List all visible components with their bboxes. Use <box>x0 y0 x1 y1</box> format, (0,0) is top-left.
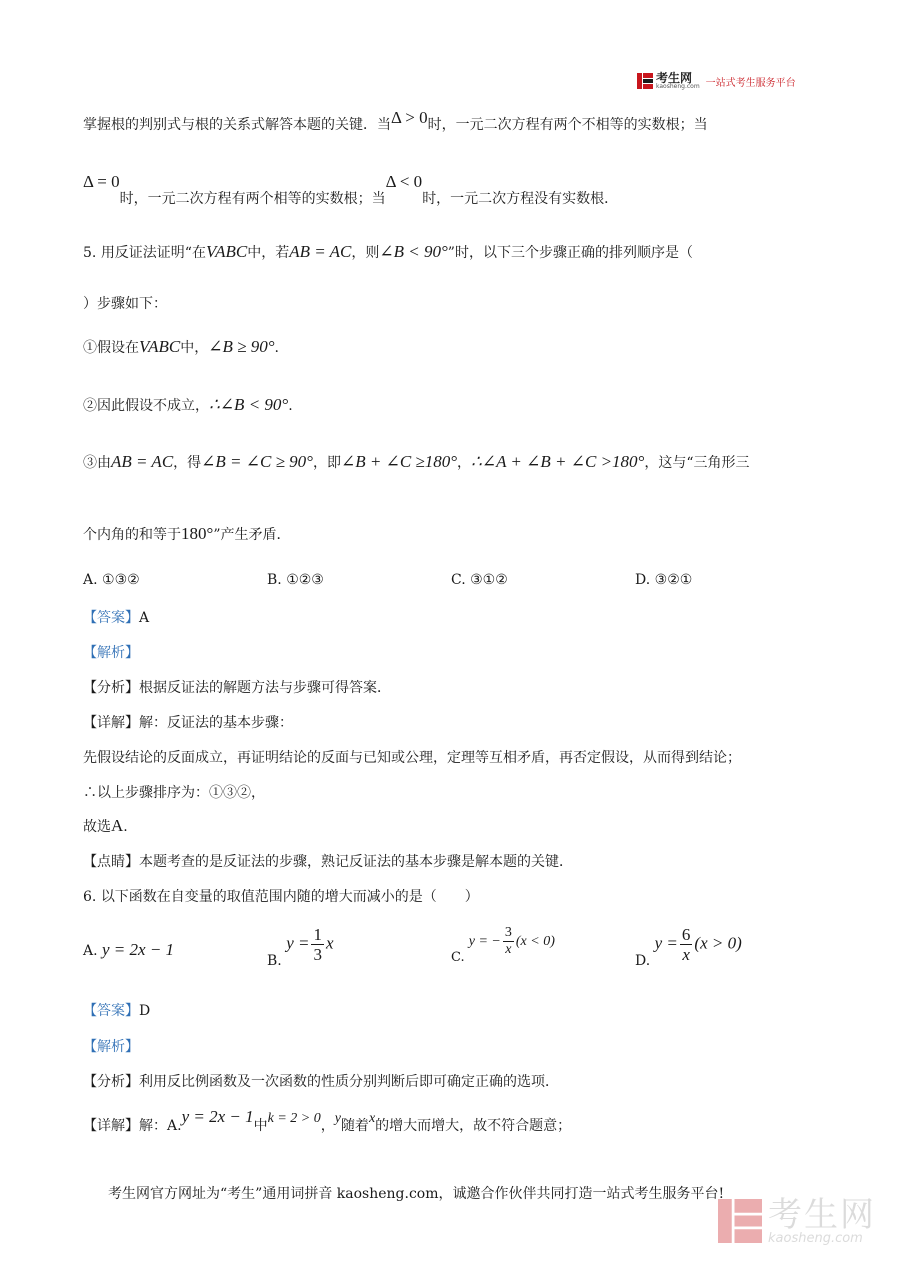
option-label: A. <box>83 943 98 959</box>
q6-text: 以下函数在自变量的取值范围内随的增大而减小的是（ ） <box>100 889 479 905</box>
option-post: (x < 0) <box>515 934 555 949</box>
q5-step-1-text-b: 中， <box>180 340 209 356</box>
logo-name: 考生网 <box>656 71 693 85</box>
q5-step-3-text-a: ③由 <box>83 455 111 471</box>
para-2 <box>83 172 619 207</box>
q5-answer <box>83 607 149 627</box>
q5-step-3-text-d: ， <box>457 455 472 471</box>
q6-answer <box>83 1000 150 1020</box>
q5-step-3-math-3: ∠B + ∠C ≥180° <box>340 452 458 471</box>
option-label: D. <box>635 572 651 588</box>
fraction-numerator: 1 <box>313 925 322 944</box>
fenxi-tag: 【分析】 <box>83 1074 139 1090</box>
xj-math-3: y <box>334 1111 341 1126</box>
line-c-end: . <box>123 819 128 835</box>
dianjing-tag: 【点睛】 <box>83 854 139 870</box>
q6-option-a <box>83 940 174 960</box>
kaosheng-watermark-icon <box>718 1196 762 1246</box>
q5-analysis-tag: 【解析】 <box>83 645 139 661</box>
option-pre: y = <box>286 933 310 953</box>
xj-math-4: x <box>368 1111 376 1126</box>
q5-stem-line-2: ）步骤如下： <box>83 296 167 312</box>
fenxi-text: 根据反证法的解题方法与步骤可得答案． <box>139 680 391 696</box>
q5-option-a <box>83 572 140 588</box>
logo-domain: kaosheng.com <box>656 83 700 90</box>
q5-step-1-end: . <box>274 340 279 356</box>
q5-xiangjie <box>83 712 293 732</box>
q5-conclusion: ∠B < 90° <box>379 242 448 261</box>
option-label: B. <box>267 952 282 969</box>
fraction-numerator: 3 <box>504 925 512 940</box>
xj-text-d: 随着 <box>340 1118 369 1134</box>
q5-triangle: VABC <box>205 242 248 261</box>
q6-option-c <box>451 925 555 965</box>
fenxi-text: 利用反比例函数及一次函数的性质分别判断后即可确定正确的选项． <box>139 1074 559 1090</box>
para-1 <box>83 108 708 134</box>
xiangjie-text: 解：反证法的基本步骤： <box>139 715 293 731</box>
q5-step-3-math-4: ∴∠A + ∠B + ∠C >180° <box>471 452 645 471</box>
q5-stem-line-1 <box>83 242 693 262</box>
q5-step-3-line-2-math: 180° <box>181 524 214 543</box>
option-label: C. <box>451 572 466 588</box>
kaosheng-logo-icon <box>637 73 653 89</box>
para-2-text-a: 时，一元二次方程有两个相等的实数根；当 <box>119 191 386 207</box>
q5-step-3-line-2-text-a: 个内角的和等于 <box>83 527 181 543</box>
watermark-domain: kaosheng.com <box>768 1230 863 1246</box>
q5-step-1 <box>83 337 279 357</box>
q5-dianjing <box>83 851 573 871</box>
option-label: C. <box>451 950 465 965</box>
q6-xiangjie <box>83 1107 572 1135</box>
xj-text-b: 中 <box>253 1118 268 1134</box>
logo-slogan: 一站式考生服务平台 <box>705 77 796 89</box>
option-label: D. <box>635 952 651 969</box>
option-fraction <box>503 926 514 957</box>
xj-text-a: 解：A. <box>139 1118 182 1134</box>
q5-detail-line-b: ∴以上步骤排序为：①③②， <box>83 785 265 801</box>
answer-tag: 【答案】 <box>83 1003 139 1019</box>
answer-tag: 【答案】 <box>83 610 139 626</box>
option-fraction <box>680 926 693 963</box>
option-label: A. <box>83 572 98 588</box>
option-post: (x > 0) <box>694 933 742 953</box>
q6-analysis-tag: 【解析】 <box>83 1039 139 1055</box>
xj-text-c: ， <box>320 1118 335 1134</box>
para-2-math-b: Δ < 0 <box>385 172 423 191</box>
q6-option-d <box>635 925 742 969</box>
option-text: ③②① <box>654 572 693 588</box>
xj-text-e: 的增大而增大，故不符合题意； <box>375 1118 572 1134</box>
q5-step-3-math-1: AB = AC <box>111 452 174 471</box>
para-1-math: Δ > 0 <box>391 108 428 127</box>
q5-step-3-text-b: ，得 <box>173 455 202 471</box>
option-post: x <box>325 933 334 953</box>
q5-number: 5. <box>83 245 97 261</box>
fraction-denominator: x <box>505 942 512 957</box>
footer-text: 考生网官方网址为“考生”通用词拼音 kaosheng.com，诚邀合作伙伴共同打造一站式考生服务平台! <box>108 1186 725 1202</box>
q5-step-1-text-a: ①假设在 <box>83 340 139 356</box>
q5-fenxi <box>83 677 391 697</box>
line-c-math: A <box>111 816 124 835</box>
q5-detail-line-c <box>83 816 128 836</box>
xiangjie-tag: 【详解】 <box>83 1118 139 1134</box>
q5-step-3 <box>83 452 750 472</box>
q5-option-b <box>267 572 324 588</box>
q6-number: 6. <box>83 889 97 905</box>
para-2-text-b: 时，一元二次方程没有实数根． <box>422 191 619 207</box>
q5-option-d <box>635 572 692 588</box>
q5-step-3-line-2 <box>83 524 290 544</box>
xj-math-1: y = 2x − 1 <box>181 1107 254 1126</box>
q5-step-3-math-2: ∠B = ∠C ≥ 90° <box>201 452 313 471</box>
q5-condition: AB = AC <box>289 242 352 261</box>
q5-step-3-text-e: ，这与“三角形三 <box>644 455 750 471</box>
q5-step-2-text: ②因此假设不成立， <box>83 398 209 414</box>
q5-text-c: ，则 <box>351 245 380 261</box>
q5-step-3-line-2-text-b: ”产生矛盾． <box>213 527 291 543</box>
option-text: ①②③ <box>286 572 324 588</box>
q6-stem <box>83 886 479 906</box>
header-logo <box>637 72 796 90</box>
option-math: y = 2x − 1 <box>102 940 175 959</box>
watermark-name: 考生网 <box>768 1194 876 1235</box>
q5-text-b: 中，若 <box>247 245 290 261</box>
q5-step-1-math: ∠B ≥ 90° <box>208 337 275 356</box>
fraction-numerator: 6 <box>681 925 691 944</box>
q5-step-2-math: ∴∠B < 90° <box>209 395 289 414</box>
option-text: ③①② <box>470 572 508 588</box>
fraction-denominator: 3 <box>313 945 322 964</box>
para-2-math-a: Δ = 0 <box>83 172 120 191</box>
q5-detail-line-a: 先假设结论的反面成立，再证明结论的反面与已知或公理，定理等互相矛盾，再否定假设，从而得到结论； <box>83 750 741 766</box>
q5-step-2-end: . <box>288 398 293 414</box>
line-c-text: 故选 <box>83 819 111 835</box>
q5-option-c <box>451 572 508 588</box>
dianjing-text: 本题考查的是反证法的步骤，熟记反证法的基本步骤是解本题的关键． <box>139 854 573 870</box>
option-pre: y = − <box>468 934 501 949</box>
option-pre: y = <box>654 933 678 953</box>
q5-step-2 <box>83 395 293 415</box>
para-1-text-b: 时，一元二次方程有两个不相等的实数根；当 <box>427 117 708 133</box>
xj-math-2: k = 2 > 0 <box>267 1111 321 1126</box>
xiangjie-tag: 【详解】 <box>83 715 139 731</box>
q5-text-d: ”时，以下三个步骤正确的排列顺序是（ <box>447 245 693 261</box>
q6-fenxi <box>83 1071 559 1091</box>
q5-text-a: 用反证法证明“在 <box>100 245 206 261</box>
option-text: ①③② <box>102 572 140 588</box>
q5-step-1-triangle: VABC <box>139 337 181 356</box>
option-fraction <box>311 926 324 963</box>
footer-watermark <box>718 1196 876 1246</box>
q5-step-3-text-c: ，即 <box>312 455 341 471</box>
answer-value: D <box>139 1003 151 1019</box>
option-label: B. <box>267 572 282 588</box>
answer-value: A <box>139 610 150 626</box>
para-1-text-a: 掌握根的判别式与根的关系式解答本题的关键．当 <box>83 117 391 133</box>
fenxi-tag: 【分析】 <box>83 680 139 696</box>
q6-option-b <box>267 925 334 969</box>
fraction-denominator: x <box>682 945 690 964</box>
